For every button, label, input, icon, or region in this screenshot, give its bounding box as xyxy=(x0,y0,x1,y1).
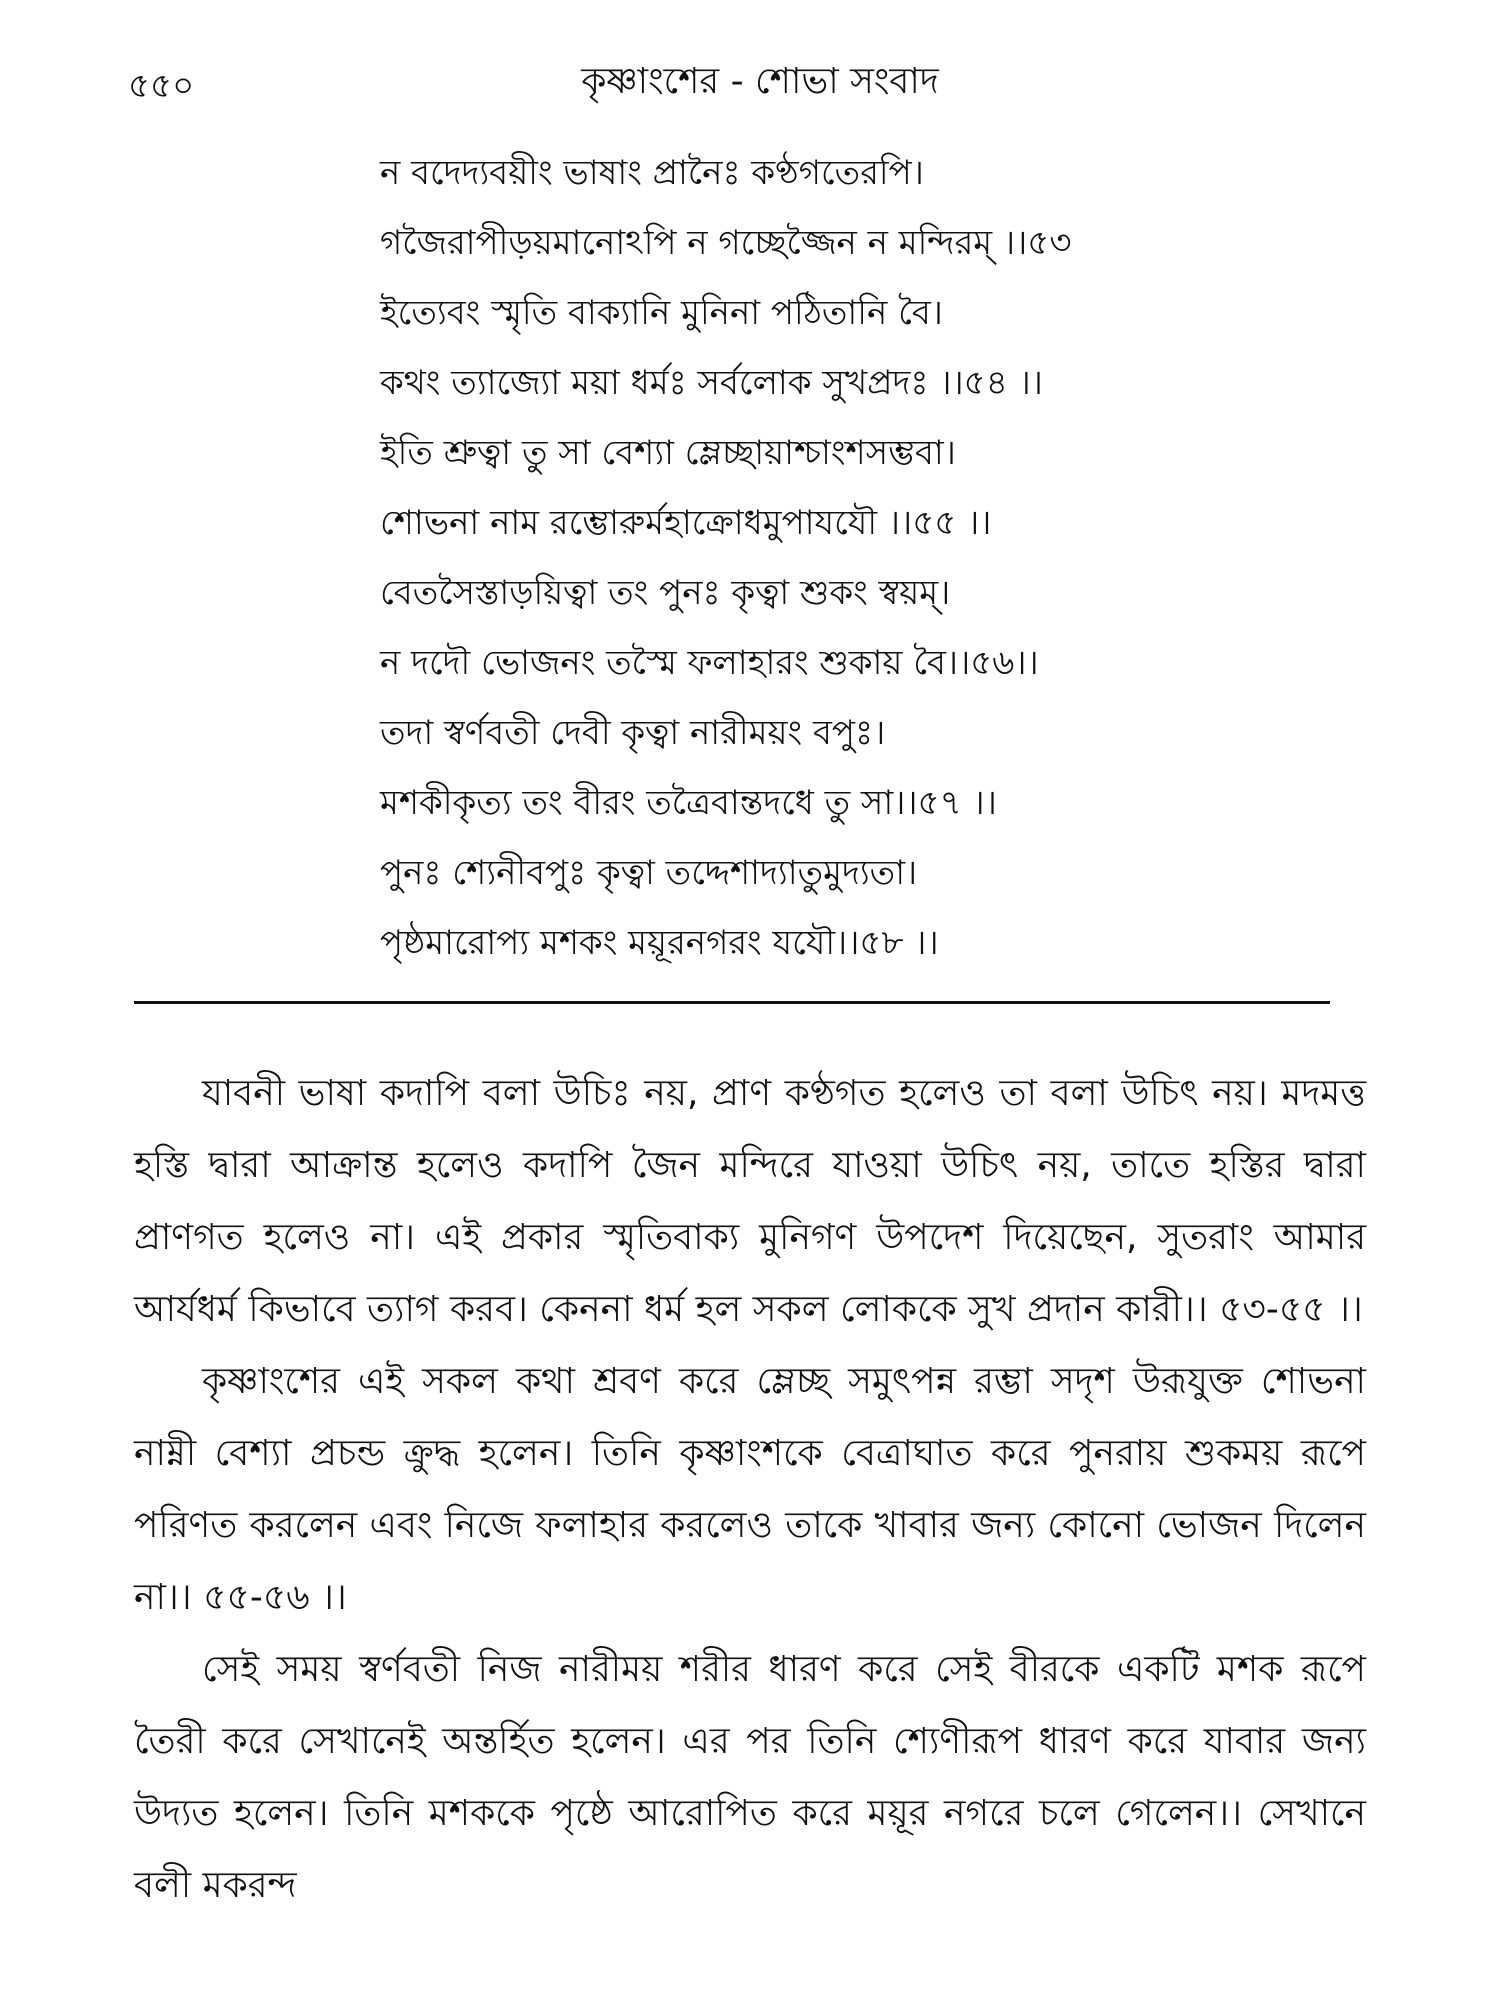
verse-line: ইত্যেবং স্মৃতি বাক্যানি মুনিনা পঠিতানি বৈ। xyxy=(380,293,943,333)
sanskrit-verses xyxy=(380,138,1380,978)
verse-line: কথং ত্যাজ্যো ময়া ধর্মঃ সর্বলোক সুখপ্রদঃ ।।৫৪ ।। xyxy=(380,363,1043,403)
verse-line: ন দদৌ ভোজনং তস্মৈ ফলাহারং শুকায় বৈ।।৫৬।। xyxy=(380,643,1039,683)
verse-line: মশকীকৃত্য তং বীরং তত্রৈবান্তদধে তু সা।।৫৭ ।। xyxy=(380,783,997,823)
verse-line: তদা স্বর্ণবতী দেবী কৃত্বা নারীময়ং বপুঃ। xyxy=(380,713,886,753)
verse-line: বেতসৈস্তাড়য়িত্বা তং পুনঃ কৃত্বা শুকং স্বয়ম্। xyxy=(380,573,951,613)
translation-paragraph: কৃষ্ণাংশের এই সকল কথা শ্রবণ করে ম্লেচ্ছ সমুৎপন্ন রম্ভা সদৃশ উরূযুক্ত শোভনা নাম্নী বেশ্যা প্রচন্ড ক্রুদ্ধ হলেন। তিনি কৃষ্ণাংশকে বেত্রাঘাত করে পুনরায় শুকময় রূপে পরিণত করলেন এবং নিজে ফলাহার করলেও তাকে খাবার জন্য কোনো ভোজন দিলেন না।। ৫৫-৫৬ ।। xyxy=(134,1361,1366,1618)
verse-line: শোভনা নাম রম্ভোরুর্মহাক্রোধমুপাযযৌ ।।৫৫ ।। xyxy=(380,503,992,543)
bengali-translation xyxy=(134,1058,1366,1922)
translation-paragraph: সেই সময় স্বর্ণবতী নিজ নারীময় শরীর ধারণ করে সেই বীরকে একটি মশক রূপে তৈরী করে সেখানেই অন্তর্হিত হলেন। এর পর তিনি শ্যেণীরূপ ধারণ করে যাবার জন্য উদ্যত হলেন। তিনি মশককে পৃষ্ঠে আরোপিত করে ময়ূর নগরে চলে গেলেন।। সেখানে বলী মকরন্দ xyxy=(134,1649,1366,1906)
translation-paragraph: যাবনী ভাষা কদাপি বলা উচিঃ নয়, প্রাণ কণ্ঠগত হলেও তা বলা উচিৎ নয়। মদমত্ত হস্তি দ্বারা আক্রান্ত হলেও কদাপি জৈন মন্দিরে যাওয়া উচিৎ নয়, তাতে হস্তির দ্বারা প্রাণগত হলেও না। এই প্রকার স্মৃতিবাক্য মুনিগণ উপদেশ দিয়েছেন, সুতরাং আমার আর্যধর্ম কিভাবে ত্যাগ করব। কেননা ধর্ম হল সকল লোককে সুখ প্রদান কারী।। ৫৩-৫৫ ।। xyxy=(134,1073,1366,1330)
verse-line: পৃষ্ঠমারোপ্য মশকং ময়ূরনগরং যযৌ।।৫৮ ।। xyxy=(380,923,939,963)
verse-line: গজৈরাপীড়য়মানোঽপি ন গচ্ছেজ্জৈন ন মন্দিরম্ ।।৫৩ xyxy=(380,223,1072,263)
verse-line: ন বদেদ্যবয়ীং ভাষাং প্রানৈঃ কণ্ঠগতেরপি। xyxy=(380,153,924,193)
verse-line: পুনঃ শ্যেনীবপুঃ কৃত্বা তদ্দেশাদ্যাতুমুদ্যতা। xyxy=(380,853,918,893)
running-header: কৃষ্ণাংশের - শোভা সংবাদ xyxy=(581,61,939,102)
verse-line: ইতি শ্রুত্বা তু সা বেশ্যা ম্লেচ্ছায়াশ্চাংশসম্ভবা। xyxy=(380,433,956,473)
section-divider xyxy=(134,1001,1330,1004)
page-number: ৫৫০ xyxy=(128,66,195,106)
